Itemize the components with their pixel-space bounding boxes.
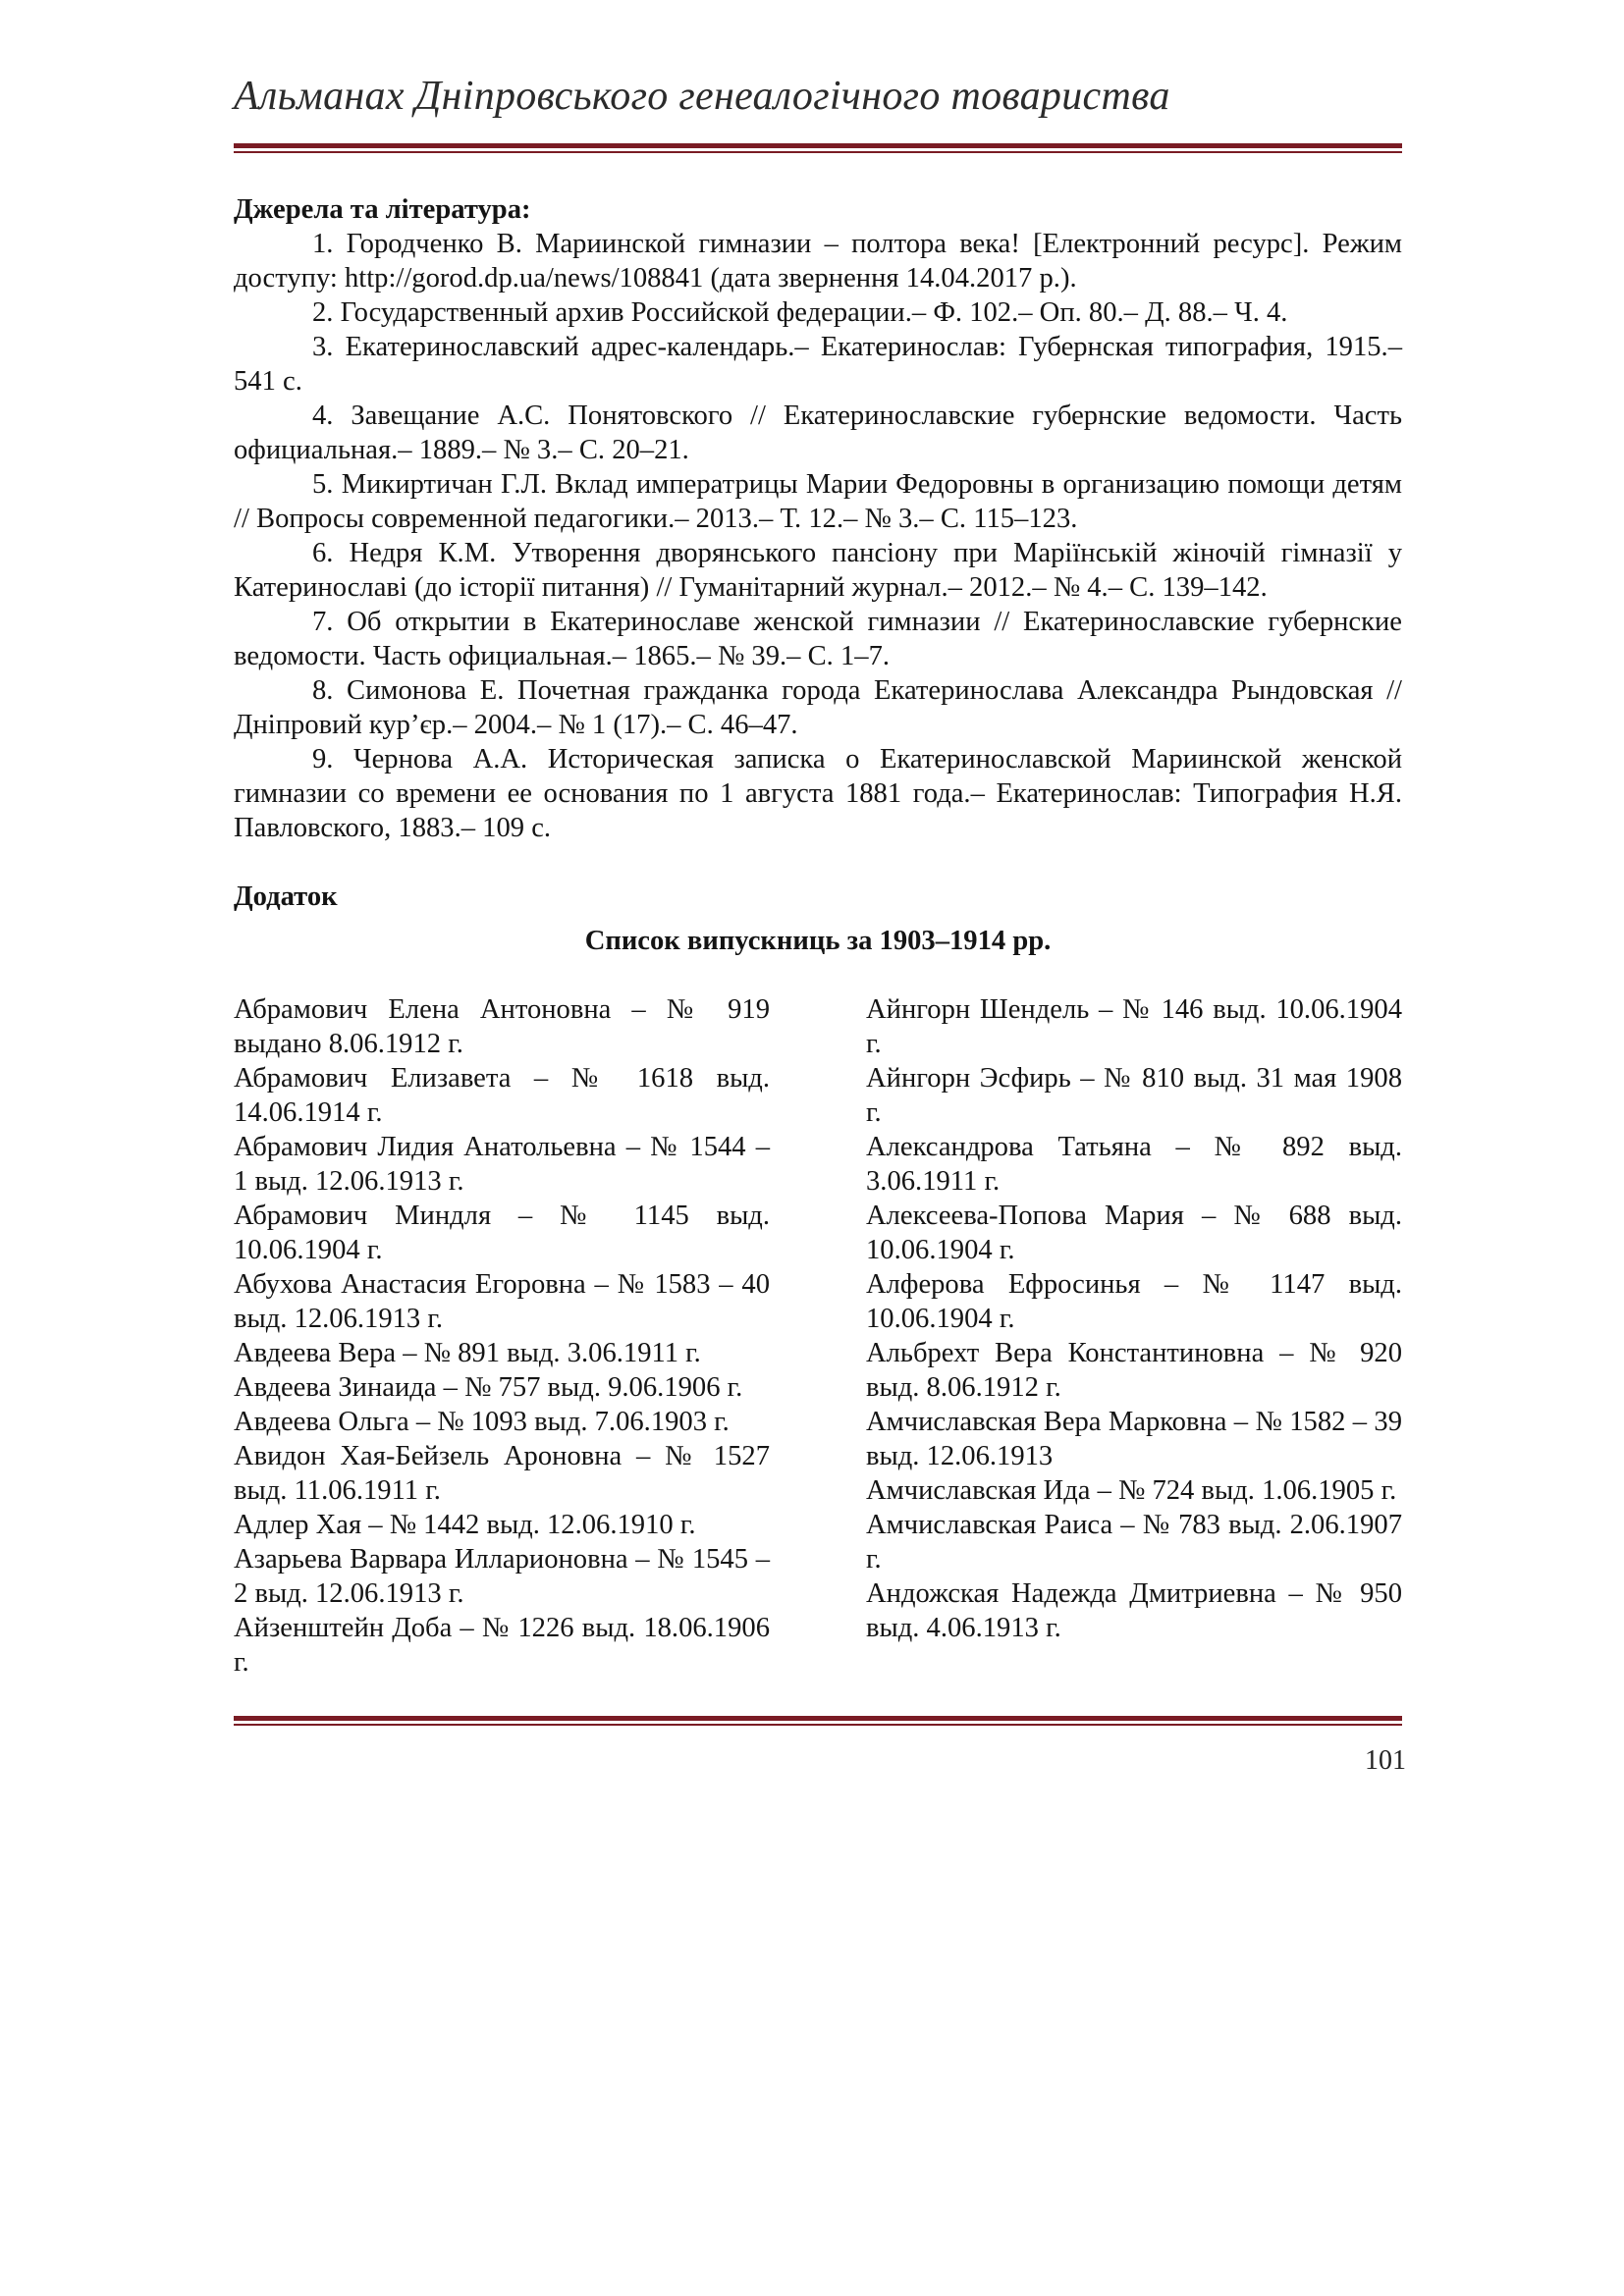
list-item: Айнгорн Шендель – № 146 выд. 10.06.1904 г. bbox=[866, 994, 1402, 1059]
list-item: Авдеева Зинаида – № 757 выд. 9.06.1906 г. bbox=[234, 1372, 743, 1403]
footer-rule bbox=[234, 1716, 1402, 1726]
list-item: Адлер Хая – № 1442 выд. 12.06.1910 г. bbox=[234, 1510, 696, 1540]
source-item: 8. Симонова Е. Почетная гражданка города Екатеринослава Александра Рындовская // Дніпровий кур’єр.– 2004.– № 1 (17).– С. 46–47. bbox=[234, 675, 1402, 740]
source-item: 7. Об открытии в Екатеринославе женской гимназии // Екатеринославские губернские ведомости. Часть официальная.– 1865.– № 39.– С. 1–7. bbox=[234, 607, 1402, 671]
list-item: Авидон Хая-Бейзель Ароновна – № 1527 выд. 11.06.1911 г. bbox=[234, 1441, 770, 1506]
running-title: Альманах Дніпровського генеалогічного товариства bbox=[234, 74, 1170, 119]
list-item: Александрова Татьяна – № 892 выд. 3.06.1911 г. bbox=[866, 1132, 1402, 1197]
page-number: 101 bbox=[1365, 1745, 1406, 1776]
list-item: Авдеева Вера – № 891 выд. 3.06.1911 г. bbox=[234, 1338, 701, 1368]
list-item: Амчиславская Ида – № 724 выд. 1.06.1905 г. bbox=[866, 1475, 1397, 1506]
list-item: Амчиславская Вера Марковна – № 1582 – 39 выд. 12.06.1913 bbox=[866, 1407, 1402, 1471]
source-item: 2. Государственный архив Российской федерации.– Ф. 102.– Оп. 80.– Д. 88.– Ч. 4. bbox=[312, 297, 1288, 328]
source-item: 6. Недря К.М. Утворення дворянського пансіону при Маріїнській жіночій гімназії у Катеринославі (до історії питання) // Гуманітарний журнал.– 2012.– № 4.– С. 139–142. bbox=[234, 538, 1402, 603]
list-item: Алферова Ефросинья – № 1147 выд. 10.06.1904 г. bbox=[866, 1269, 1402, 1334]
list-item: Абухова Анастасия Егоровна – № 1583 – 40 выд. 12.06.1913 г. bbox=[234, 1269, 770, 1334]
list-item: Амчиславская Раиса – № 783 выд. 2.06.1907 г. bbox=[866, 1510, 1402, 1575]
sources-heading: Джерела та література: bbox=[234, 194, 531, 225]
list-item: Айнгорн Эсфирь – № 810 выд. 31 мая 1908 г. bbox=[866, 1063, 1402, 1128]
source-item: 5. Микиртичан Г.Л. Вклад императрицы Марии Федоровны в организацию помощи детям // Вопросы современной педагогики.– 2013.– Т. 12.– № 3.– С. 115–123. bbox=[234, 469, 1402, 534]
source-item: 3. Екатеринославский адрес-календарь.– Екатеринослав: Губернская типография, 1915.– 541 с. bbox=[234, 332, 1402, 397]
graduates-left-column bbox=[234, 992, 770, 1680]
list-item: Абрамович Елизавета – № 1618 выд. 14.06.1914 г. bbox=[234, 1063, 770, 1128]
source-item: 1. Городченко В. Мариинской гимназии – полтора века! [Електронний ресурс]. Режим доступу: http://gorod.dp.ua/news/108841 (дата звернення 14.04.2017 р.). bbox=[234, 229, 1402, 294]
list-item: Авдеева Ольга – № 1093 выд. 7.06.1903 г. bbox=[234, 1407, 730, 1437]
list-item: Абрамович Елена Антоновна – № 919 выдано 8.06.1912 г. bbox=[234, 994, 770, 1059]
list-item: Абрамович Лидия Анатольевна – № 1544 – 1 выд. 12.06.1913 г. bbox=[234, 1132, 770, 1197]
header-rule bbox=[234, 143, 1402, 153]
list-item: Абрамович Миндля – № 1145 выд. 10.06.1904 г. bbox=[234, 1201, 770, 1265]
list-item: Андожская Надежда Дмитриевна – № 950 выд. 4.06.1913 г. bbox=[866, 1578, 1402, 1643]
main-content bbox=[234, 192, 1402, 1680]
graduates-list-title: Список випускниць за 1903–1914 рр. bbox=[584, 926, 1052, 956]
list-item: Альбрехт Вера Константиновна – № 920 выд. 8.06.1912 г. bbox=[866, 1338, 1402, 1403]
source-item: 9. Чернова А.А. Историческая записка о Екатеринославской Мариинской женской гимназии со времени ее основания по 1 августа 1881 года.– Екатеринослав: Типография Н.Я. Павловского, 1883.– 109 с. bbox=[234, 744, 1402, 843]
addendum-heading: Додаток bbox=[234, 881, 338, 912]
graduates-list bbox=[234, 992, 1402, 1680]
list-item: Алексеева-Попова Мария – № 688 выд. 10.06.1904 г. bbox=[866, 1201, 1402, 1265]
source-item: 4. Завещание А.С. Понятовского // Екатеринославские губернские ведомости. Часть официальная.– 1889.– № 3.– С. 20–21. bbox=[234, 400, 1402, 465]
list-item: Айзенштейн Доба – № 1226 выд. 18.06.1906 г. bbox=[234, 1613, 770, 1678]
list-item: Азарьева Варвара Илларионовна – № 1545 – 2 выд. 12.06.1913 г. bbox=[234, 1544, 770, 1609]
graduates-right-column bbox=[866, 992, 1402, 1680]
